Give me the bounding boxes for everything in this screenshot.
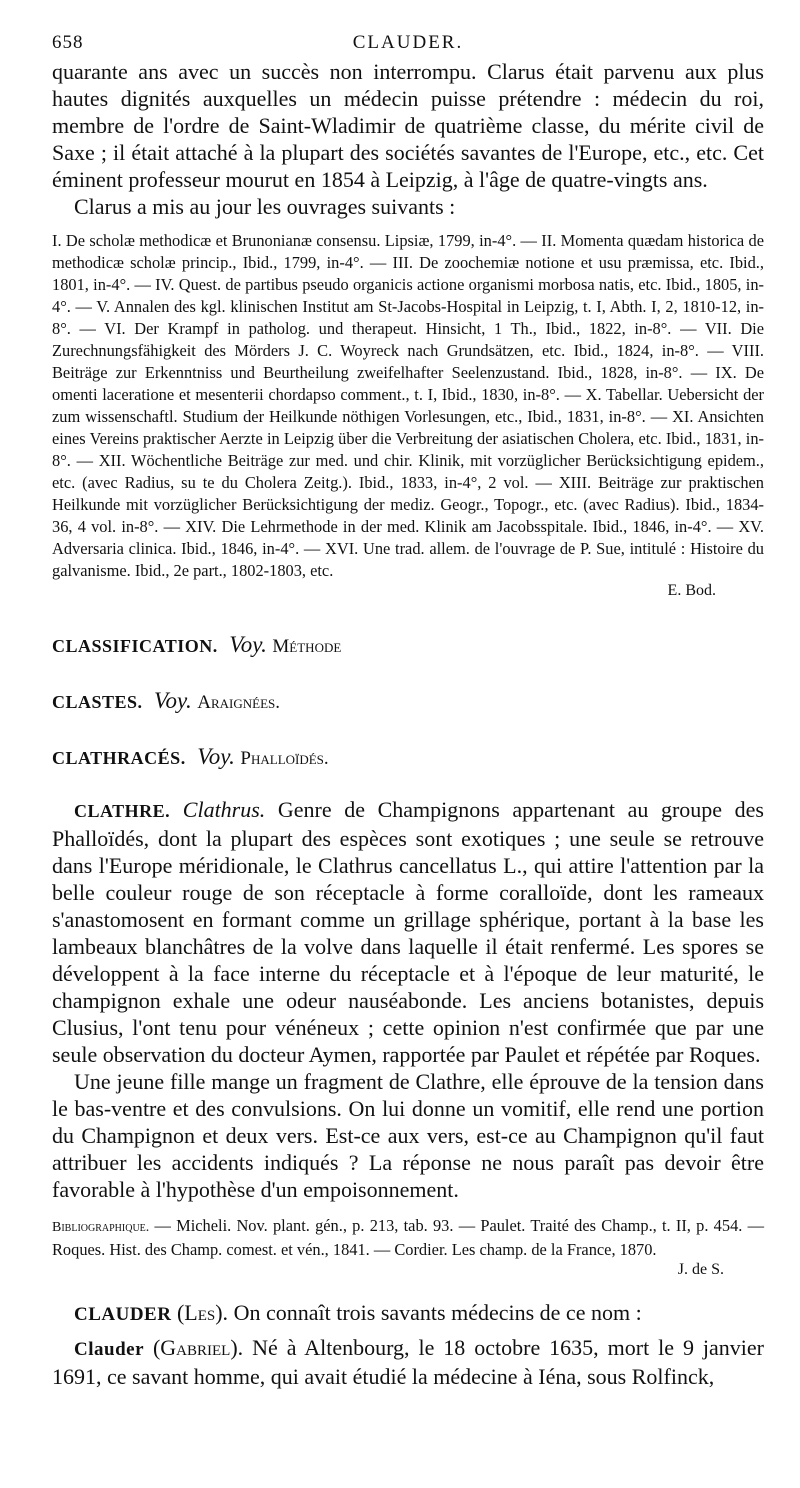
works-list: [52, 230, 764, 602]
entry-headword: CLASSIFICATION.: [52, 636, 218, 656]
clauder-gabriel-paragraph: [52, 1334, 764, 1390]
clathre-paragraph-2: Une jeune fille mange un fragment de Clathre, elle éprouve de la tension dans le bas-ventre et des convulsions. On lui donne un vomitif, elle rend une portion du Champignon et deux vers. Est-ce aux vers, est-ce au Champignon qu'il faut attribuer les accidents indiqués ? La réponse ne nous paraît pas devoir être favorable à l'hypothèse d'un empoisonnement.: [52, 1069, 764, 1202]
works-intro: Clarus a mis au jour les ouvrages suivants :: [74, 194, 456, 219]
crossref-clastes: [52, 688, 764, 714]
voy-label: Voy.: [229, 632, 267, 657]
entry-headword: Clauder: [74, 1339, 144, 1360]
entry-headword: CLAUDER: [74, 1304, 172, 1325]
page-number: 658: [52, 32, 84, 53]
intro-section: [52, 58, 764, 220]
latin-name: Clathrus.: [182, 797, 266, 822]
works-text: I. De scholæ methodicæ et Brunonianæ consensu. Lipsiæ, 1799, in-4°. — II. Momenta quædam historica de methodicæ scholæ princip., Ibid., 1799, in-4°. — III. De zoochemiæ notione et usu præmissa, etc. Ibid., 1801, in-4°. — IV. Quest. de partibus pseudo organicis actione organismi morbosa natis, etc. Ibid., 1805, in-4°. — V. Annalen des kgl. klinischen Institut am St-Jacobs-Hospital in Leipzig, t. I, Abth. I, 2, 1810-12, in-8°. — VI. Der Krampf in patholog. und therapeut. Hinsicht, 1 Th., Ibid., 1822, in-8°. — VII. Die Zurechnungsfähigkeit des Mörders J. C. Woyreck nach Grundsätzen, etc. Ibid., 1824, in-8°. — VIII. Beiträge zur Erkenntniss und Beurtheilung zweifelhafter Seelenzustand. Ibid., 1828, in-8°. — IX. De omenti laceratione et mesenterii chordapso comment., t. I, Ibid., 1830, in-8°. — X. Tabellar. Uebersicht der zum wissenschaftl. Studium der Heilkunde nöthigen Vorlesungen, etc., Ibid., 1831, in-8°. — XI. Ansichten eines Vereins praktischer Aerzte in Leipzig über die Verbreitung der asiatischen Cholera, etc. Ibid., 1831, in-8°. — XII. Wöchentliche Beiträge zur med. und chir. Klinik, mit vorzüglicher Berücksichtigung epidem., etc. (avec Radius, su te du Cholera Zeitg.). Ibid., 1833, in-4°, 2 vol. — XIII. Beiträge zur praktischen Heilkunde mit vorzüglicher Berücksichtigung der mediz. Geogr., Topogr., etc. (avec Radius). Ibid., 1834-36, 4 vol. in-8°. — XIV. Die Lehrmethode in der med. Klinik am Jacobsspitale. Ibid., 1846, in-4°. — XV. Adversaria clinica. Ibid., 1846, in-4°. — XVI. Une trad. allem. de l'ouvrage de P. Sue, intitulé : Histoire du galvanisme. Ibid., 2e part., 1802-1803, etc.: [52, 231, 764, 580]
crossref-target: Araignées.: [197, 692, 280, 713]
voy-label: Voy.: [154, 688, 192, 713]
clathre-paragraph: [52, 796, 764, 1068]
entry-clathre: [52, 796, 764, 1203]
crossref-target: Méthode: [272, 636, 342, 657]
bibliography-text: [52, 1215, 764, 1261]
crossref-clathraces: [52, 744, 764, 770]
entry-suffix: (Gabriel).: [152, 1335, 244, 1360]
entry-headword: CLATHRE.: [74, 801, 171, 821]
author-signature: E. Bod.: [667, 582, 716, 599]
crossref-classification: [52, 632, 764, 658]
running-title: CLAUDER.: [352, 32, 464, 53]
voy-label: Voy.: [197, 744, 235, 769]
clauder-les-paragraph: [52, 1299, 764, 1328]
clauder-gabriel-text: Né à Altenbourg, le 18 octobre 1635, mort le 9 janvier 1691, ce savant homme, qui avait étudié la médecine à Iéna, sous Rolfinck,: [52, 1335, 764, 1389]
entry-suffix: (Les).: [176, 1300, 229, 1325]
bibliography-label: Bibliographique.: [52, 1220, 150, 1235]
intro-paragraph: quarante ans avec un succès non interrompu. Clarus était parvenu aux plus hautes dignités auxquelles un médecin puisse prétendre : médecin du roi, membre de l'ordre de Saint-Wladimir de quatrième classe, du mérite civil de Saxe ; il était attaché à la plupart des sociétés savantes de l'Europe, etc., etc. Cet éminent professeur mourut en 1854 à Leipzig, à l'âge de quatre-vingts ans.: [52, 59, 764, 192]
clauder-les-text: On connaît trois savants médecins de ce nom :: [233, 1300, 642, 1325]
crossref-target: Phalloïdés.: [240, 748, 329, 769]
clathre-text: Genre de Champignons appartenant au groupe des Phalloïdés, dont la plupart des espèces sont exotiques ; une seule se retrouve dans l'Europe méridionale, le Clathrus cancellatus L., qui attire l'attention par la belle couleur rouge de son réceptacle à forme coralloïde, dont les rameaux s'anastomosent en formant comme un grillage sphérique, portant à la base les lambeaux blanchâtres de la volve dans laquelle il était renfermé. Les spores se développent à la face interne du réceptacle et à l'époque de leur maturité, le champignon exhale une odeur nauséabonde. Les anciens botanistes, depuis Clusius, l'ont tenu pour vénéneux ; cette opinion n'est confirmée que par une seule observation du docteur Aymen, rapportée par Paulet et répétée par Roques.: [52, 797, 764, 1067]
entry-headword: CLATHRACÉS.: [52, 748, 186, 768]
entry-clauder: [52, 1299, 764, 1390]
bibliography-entries: — Micheli. Nov. plant. gén., p. 213, tab. 93. — Paulet. Traité des Champ., t. II, p. 454. — Roques. Hist. des Champ. comest. et vén., 1841. — Cordier. Les champ. de la France, 1870.: [52, 1216, 764, 1259]
page-header: [52, 28, 764, 58]
author-signature: J. de S.: [677, 1261, 724, 1278]
entry-headword: CLASTES.: [52, 692, 143, 712]
bibliography: [52, 1215, 764, 1281]
